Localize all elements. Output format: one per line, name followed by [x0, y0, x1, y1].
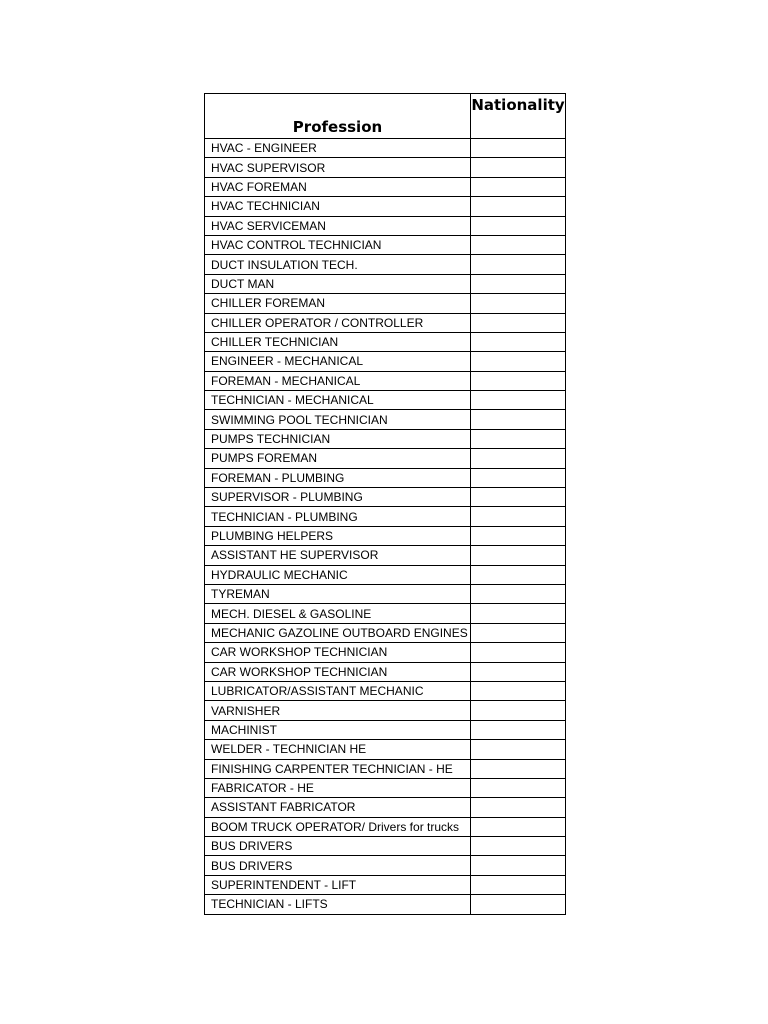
profession-cell: LUBRICATOR/ASSISTANT MECHANIC — [205, 681, 471, 700]
nationality-cell — [471, 429, 566, 448]
nationality-cell — [471, 371, 566, 390]
profession-cell: DUCT MAN — [205, 274, 471, 293]
table-row — [205, 681, 566, 700]
nationality-cell — [471, 235, 566, 254]
table-row — [205, 429, 566, 448]
nationality-cell — [471, 488, 566, 507]
nationality-cell — [471, 449, 566, 468]
profession-cell: HVAC FOREMAN — [205, 177, 471, 196]
nationality-cell — [471, 837, 566, 856]
table-row — [205, 216, 566, 235]
table-row — [205, 313, 566, 332]
header-row — [205, 94, 566, 139]
profession-cell: TECHNICIAN - MECHANICAL — [205, 391, 471, 410]
table-row — [205, 584, 566, 603]
profession-cell: HVAC SUPERVISOR — [205, 158, 471, 177]
nationality-cell — [471, 798, 566, 817]
profession-cell: CAR WORKSHOP TECHNICIAN — [205, 643, 471, 662]
table-row — [205, 274, 566, 293]
nationality-cell — [471, 526, 566, 545]
table-row — [205, 235, 566, 254]
profession-cell: ASSISTANT FABRICATOR — [205, 798, 471, 817]
nationality-cell — [471, 623, 566, 642]
profession-cell: MECHANIC GAZOLINE OUTBOARD ENGINES — [205, 623, 471, 642]
profession-cell: CHILLER TECHNICIAN — [205, 332, 471, 351]
profession-cell: PUMPS FOREMAN — [205, 449, 471, 468]
table-row — [205, 468, 566, 487]
nationality-cell — [471, 701, 566, 720]
table-row — [205, 449, 566, 468]
table-row — [205, 643, 566, 662]
table-row — [205, 720, 566, 739]
profession-cell: CHILLER FOREMAN — [205, 294, 471, 313]
table-row — [205, 352, 566, 371]
profession-cell: TECHNICIAN - LIFTS — [205, 895, 471, 914]
table-body — [205, 139, 566, 915]
profession-cell: MACHINIST — [205, 720, 471, 739]
table-row — [205, 778, 566, 797]
profession-cell: FABRICATOR - HE — [205, 778, 471, 797]
profession-cell: BUS DRIVERS — [205, 837, 471, 856]
nationality-cell — [471, 216, 566, 235]
table-row — [205, 371, 566, 390]
profession-cell: TYREMAN — [205, 584, 471, 603]
table-row — [205, 662, 566, 681]
table-row — [205, 507, 566, 526]
nationality-cell — [471, 895, 566, 914]
nationality-cell — [471, 546, 566, 565]
profession-cell: HVAC - ENGINEER — [205, 139, 471, 158]
nationality-cell — [471, 759, 566, 778]
nationality-cell — [471, 507, 566, 526]
profession-cell: HYDRAULIC MECHANIC — [205, 565, 471, 584]
profession-cell: FOREMAN - MECHANICAL — [205, 371, 471, 390]
profession-cell: FINISHING CARPENTER TECHNICIAN - HE — [205, 759, 471, 778]
table-row — [205, 410, 566, 429]
profession-cell: HVAC TECHNICIAN — [205, 197, 471, 216]
nationality-cell — [471, 139, 566, 158]
table-row — [205, 158, 566, 177]
nationality-cell — [471, 778, 566, 797]
table-row — [205, 798, 566, 817]
profession-cell: CHILLER OPERATOR / CONTROLLER — [205, 313, 471, 332]
table-row — [205, 565, 566, 584]
table-row — [205, 294, 566, 313]
profession-cell: DUCT INSULATION TECH. — [205, 255, 471, 274]
profession-cell: WELDER - TECHNICIAN HE — [205, 740, 471, 759]
profession-cell: BUS DRIVERS — [205, 856, 471, 875]
profession-cell: ENGINEER - MECHANICAL — [205, 352, 471, 371]
profession-cell: SUPERVISOR - PLUMBING — [205, 488, 471, 507]
nationality-cell — [471, 352, 566, 371]
table-row — [205, 623, 566, 642]
table-row — [205, 488, 566, 507]
nationality-cell — [471, 565, 566, 584]
nationality-cell — [471, 740, 566, 759]
profession-cell: BOOM TRUCK OPERATOR/ Drivers for trucks — [205, 817, 471, 836]
nationality-cell — [471, 604, 566, 623]
nationality-cell — [471, 681, 566, 700]
profession-cell: VARNISHER — [205, 701, 471, 720]
table-row — [205, 546, 566, 565]
nationality-cell — [471, 817, 566, 836]
nationality-cell — [471, 313, 566, 332]
table-row — [205, 701, 566, 720]
profession-cell: HVAC SERVICEMAN — [205, 216, 471, 235]
table-row — [205, 837, 566, 856]
nationality-cell — [471, 643, 566, 662]
profession-cell: SUPERINTENDENT - LIFT — [205, 875, 471, 894]
profession-cell: MECH. DIESEL & GASOLINE — [205, 604, 471, 623]
nationality-header: Nationality — [471, 94, 566, 139]
table-row — [205, 759, 566, 778]
profession-table — [204, 93, 566, 915]
nationality-cell — [471, 584, 566, 603]
profession-cell: PLUMBING HELPERS — [205, 526, 471, 545]
table-row — [205, 740, 566, 759]
nationality-cell — [471, 468, 566, 487]
nationality-cell — [471, 197, 566, 216]
table-row — [205, 856, 566, 875]
nationality-cell — [471, 662, 566, 681]
profession-cell: HVAC CONTROL TECHNICIAN — [205, 235, 471, 254]
table-row — [205, 526, 566, 545]
table-row — [205, 139, 566, 158]
profession-cell: PUMPS TECHNICIAN — [205, 429, 471, 448]
nationality-cell — [471, 875, 566, 894]
table-row — [205, 197, 566, 216]
table-row — [205, 875, 566, 894]
table-row — [205, 177, 566, 196]
nationality-cell — [471, 255, 566, 274]
nationality-cell — [471, 294, 566, 313]
nationality-cell — [471, 177, 566, 196]
profession-cell: SWIMMING POOL TECHNICIAN — [205, 410, 471, 429]
table-row — [205, 332, 566, 351]
profession-cell: ASSISTANT HE SUPERVISOR — [205, 546, 471, 565]
nationality-cell — [471, 410, 566, 429]
profession-header: Profession — [205, 94, 471, 139]
profession-cell: FOREMAN - PLUMBING — [205, 468, 471, 487]
table-row — [205, 604, 566, 623]
table-row — [205, 255, 566, 274]
nationality-cell — [471, 332, 566, 351]
nationality-cell — [471, 274, 566, 293]
profession-cell: CAR WORKSHOP TECHNICIAN — [205, 662, 471, 681]
nationality-cell — [471, 158, 566, 177]
nationality-cell — [471, 391, 566, 410]
nationality-cell — [471, 856, 566, 875]
table-row — [205, 817, 566, 836]
table-row — [205, 895, 566, 914]
table-row — [205, 391, 566, 410]
nationality-cell — [471, 720, 566, 739]
profession-cell: TECHNICIAN - PLUMBING — [205, 507, 471, 526]
